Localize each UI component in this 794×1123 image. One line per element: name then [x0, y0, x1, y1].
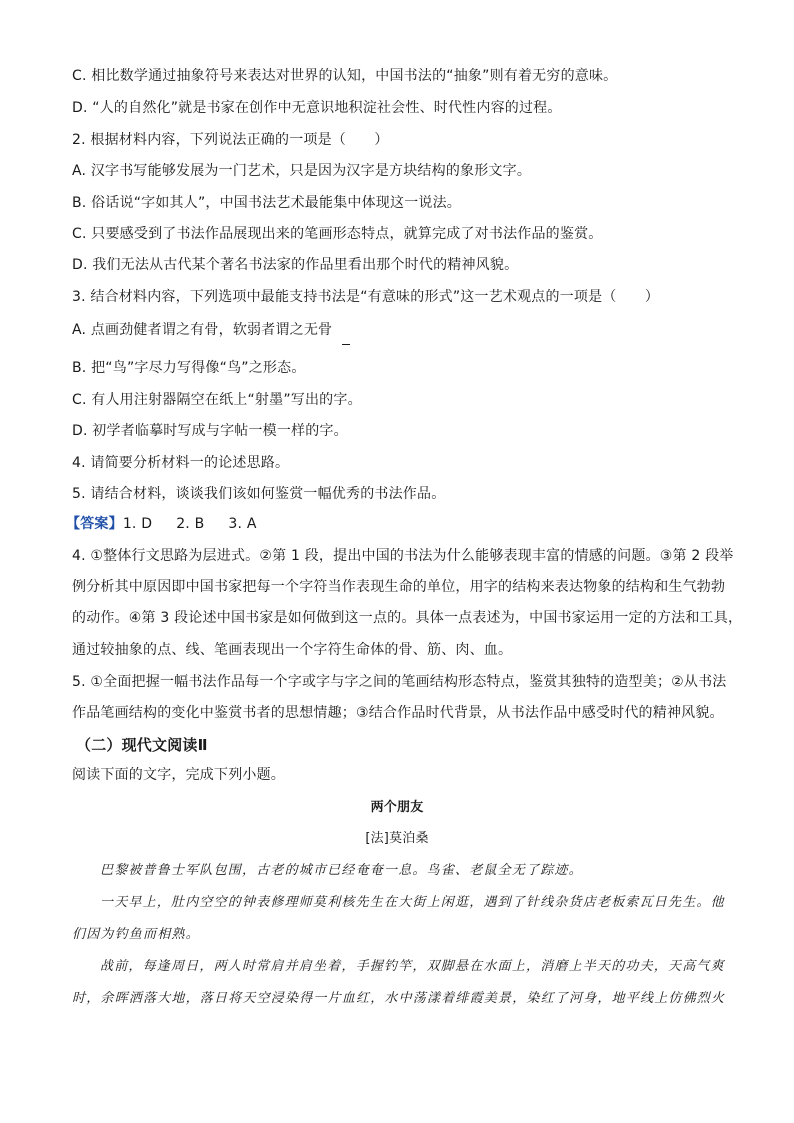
option-line: D. 我们无法从古代某个著名书法家的作品里看出那个时代的精神风貌。 [72, 257, 519, 273]
answer-2: 2. B [176, 516, 205, 532]
option-line: C. 有人用注射器隔空在纸上“射墨”写出的字。 [72, 392, 362, 408]
story-paragraph: 巴黎被普鲁士军队包围，古老的城市已经奄奄一息。鸟雀、老鼠全无了踪迹。 [100, 863, 583, 878]
option-line: C. 只要感受到了书法作品展现出来的笔画形态特点，就算完成了对书法作品的鉴赏。 [72, 226, 603, 242]
story-author: [法]莫泊桑 [365, 831, 429, 846]
explanation-line: 的动作。④第 3 段论述中国书家是如何做到这一点的。具体一点表述为，中国书家运用一定的方法和工具， [72, 610, 743, 626]
story-paragraph: 时，余晖洒落大地，落日将天空浸染得一片血红，水中荡漾着绯霞美景，染红了河身，地平线上仿佛烈火 [72, 991, 726, 1006]
question-4: 4. 请简要分析材料一的论述思路。 [72, 455, 290, 471]
explanation-line: 4. ①整体行文思路为层进式。②第 1 段，提出中国的书法为什么能够表现丰富的情感的问题。③第 2 段举 [72, 548, 734, 564]
story-paragraph: 们因为钓鱼而相熟。 [72, 927, 200, 942]
answer-tag: 【答案】 [66, 516, 123, 532]
explanation-line: 通过较抽象的点、线、笔画表现出一个字符生命体的骨、筋、肉、血。 [72, 642, 513, 658]
underline-mark [342, 344, 350, 345]
option-line: D. “人的自然化”就是书家在创作中无意识地积淀社会性、时代性内容的过程。 [72, 100, 562, 116]
answer-line [66, 514, 257, 534]
story-title: 两个朋友 [370, 800, 424, 815]
question-3: 3. 结合材料内容，下列选项中最能支持书法是“有意味的形式”这一艺术观点的一项是（ ） [72, 289, 660, 305]
story-paragraph: 一天早上，肚内空空的钟表修理师莫利核先生在大街上闲逛，遇到了针线杂货店老板索瓦日先生。他 [100, 895, 725, 910]
question-2: 2. 根据材料内容，下列说法正确的一项是（ ） [72, 132, 389, 148]
explanation-line: 作品笔画结构的变化中鉴赏书者的思想情趣；③结合作品时代背景，从书法作品中感受时代的精神风貌。 [72, 705, 724, 721]
answer-3: 3. A [228, 516, 257, 532]
instruction-text: 阅读下面的文字，完成下列小题。 [72, 767, 285, 783]
explanation-line: 5. ①全面把握一幅书法作品每一个字或字与字之间的笔画结构形态特点，鉴赏其独特的造型美；②从书法 [72, 674, 727, 690]
option-line: A. 点画劲健者谓之有骨，软弱者谓之无骨 [72, 322, 333, 338]
section-heading: （二）现代文阅读Ⅱ [76, 736, 208, 754]
option-line: D. 初学者临摹时写成与字帖一模一样的字。 [72, 423, 348, 439]
option-line: B. 把“鸟”字尽力写得像“鸟”之形态。 [72, 360, 306, 376]
option-line: A. 汉字书写能够发展为一门艺术，只是因为汉字是方块结构的象形文字。 [72, 163, 532, 179]
story-paragraph: 战前，每逢周日，两人时常肩并肩坐着，手握钓竿，双脚悬在水面上，消磨上半天的功夫，天高气爽 [100, 959, 725, 974]
option-line: B. 俗话说“字如其人”，中国书法艺术最能集中体现这一说法。 [72, 195, 462, 211]
explanation-line: 例分析其中原因即中国书家把每一个字符当作表现生命的单位，用字的结构来表达物象的结构和生气勃勃 [72, 579, 726, 595]
question-5: 5. 请结合材料，谈谈我们该如何鉴赏一幅优秀的书法作品。 [72, 486, 446, 502]
option-line: C. 相比数学通过抽象符号来表达对世界的认知，中国书法的“抽象”则有着无穷的意味。 [72, 68, 618, 84]
answer-1: 1. D [122, 516, 153, 532]
